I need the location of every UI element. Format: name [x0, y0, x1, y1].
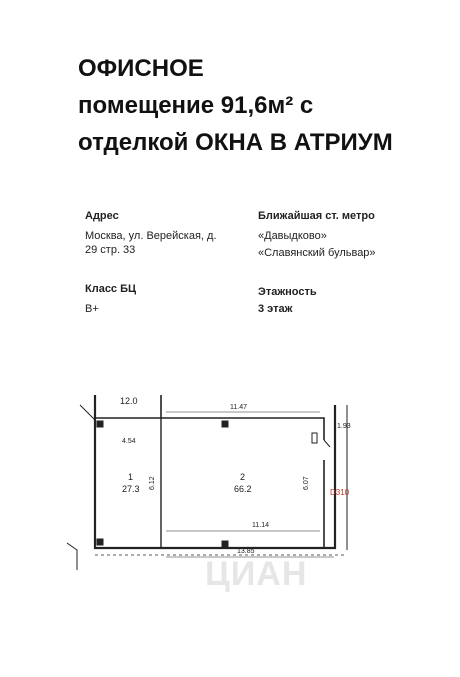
watermark-logo: ЦИАН	[205, 555, 308, 593]
top-room-label: 12.0	[120, 396, 138, 406]
dim-inner-bottom: 11.14	[252, 522, 269, 529]
metro-station-2: «Славянский бульвар»	[258, 247, 376, 259]
dim-room1-height: 6.12	[149, 476, 156, 490]
address-label: Адрес	[85, 210, 119, 222]
class-label: Класс БЦ	[85, 283, 137, 295]
address-line-1: Москва, ул. Верейская, д.	[85, 230, 217, 242]
dim-bottom: 13.85	[237, 548, 255, 555]
dim-top: 11.47	[230, 404, 247, 411]
floor-label: Этажность	[258, 286, 317, 298]
metro-station-1: «Давыдково»	[258, 230, 327, 242]
floor-plan	[62, 385, 362, 595]
door-code: D310	[330, 488, 350, 497]
room2-number: 2	[240, 472, 246, 482]
title-line-2: помещение 91,6м² с	[78, 92, 314, 119]
dim-right-top: 1.93	[337, 423, 351, 430]
room1-area: 27.3	[122, 484, 140, 494]
room2-area: 66.2	[234, 484, 252, 494]
dim-room2-height: 6.07	[303, 476, 310, 490]
listing-title	[78, 50, 448, 161]
metro-label: Ближайшая ст. метро	[258, 210, 375, 222]
floor-value: 3 этаж	[258, 303, 293, 315]
dim-left-room: 4.54	[122, 438, 136, 445]
address-line-2: 29 стр. 33	[85, 244, 136, 256]
title-line-3: отделкой ОКНА В АТРИУМ	[78, 129, 393, 156]
class-value: B+	[85, 303, 99, 315]
title-line-1: ОФИСНОЕ	[78, 55, 204, 82]
room1-number: 1	[128, 472, 134, 482]
